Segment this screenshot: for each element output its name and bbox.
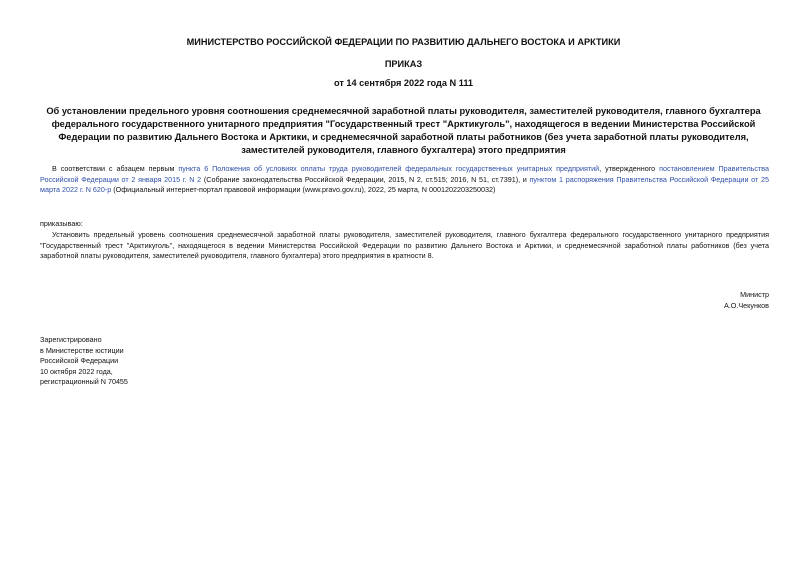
registration-line-1: Зарегистрировано <box>40 335 102 344</box>
document-type: ПРИКАЗ <box>384 59 423 69</box>
registration-line-5: регистрационный N 70455 <box>40 377 128 386</box>
registration-line-2: в Министерстве юстиции <box>40 345 124 355</box>
preamble-text-2: , утвержденного <box>599 164 660 173</box>
document-title: Об установлении предельного уровня соотношения среднемесячной заработной платы руководителя, заместителей руководителя, главного бухгалтера федерального государственного унитарного предприятия "Государственный трест "Арктикуголь", находящегося в ведении Министерства Российской Федерации по развитию Дальнего Востока и Арктики, и среднемесячной заработной платы работников (без учета заработной платы руководителя, заместителей руководителя, главного бухгалтера) этого предприятия <box>46 106 761 155</box>
link-government-order[interactable]: пунктом 1 распоряжения Правительства Российской Федерации от 25 марта 2022 г. N 620-р <box>40 174 769 194</box>
document-date-number: от 14 сентября 2022 года N 111 <box>333 78 474 88</box>
order-paragraph: Установить предельный уровень соотношения среднемесячной заработной платы руководителя, заместителей руководителя, главного бухгалтера федерального государственного унитарного предприятия "Государственный трест "Арктикуголь", находящегося в ведении Министерства Российской Федерации по развитию Дальнего Востока и Арктики, и среднемесячной заработной платы работников (без учета заработной платы руководителя, заместителей руководителя, главного бухгалтера) этого предприятия в кратности 8. <box>40 230 769 260</box>
ministry-name: МИНИСТЕРСТВО РОССИЙСКОЙ ФЕДЕРАЦИИ ПО РАЗВИТИЮ ДАЛЬНЕГО ВОСТОКА И АРКТИКИ <box>186 37 621 47</box>
link-regulation-clause-6[interactable]: пункта 6 Положения об условиях оплаты труда руководителей федеральных государственных унитарных предприятий <box>178 164 600 173</box>
registration-line-4: 10 октября 2022 года, <box>40 366 113 376</box>
preamble-text-1: В соответствии с абзацем первым <box>52 164 179 173</box>
registration-line-3: Российской Федерации <box>40 356 119 365</box>
order-word: приказываю: <box>40 219 83 228</box>
signatory-position: Министр <box>740 290 769 299</box>
preamble-text-4: (Официальный интернет-портал правовой информации (www.pravo.gov.ru), 2022, 25 марта, N 0001202203250032) <box>111 185 496 194</box>
preamble-paragraph <box>40 164 769 196</box>
signatory-name: А.О.Чекунков <box>724 301 769 310</box>
preamble-text-3: (Собрание законодательства Российской Федерации, 2015, N 2, ст.515; 2016, N 51, ст.7391), и <box>201 174 530 184</box>
link-government-decree[interactable]: постановлением Правительства Российской Федерации от 2 января 2015 г. N 2 <box>40 164 769 184</box>
